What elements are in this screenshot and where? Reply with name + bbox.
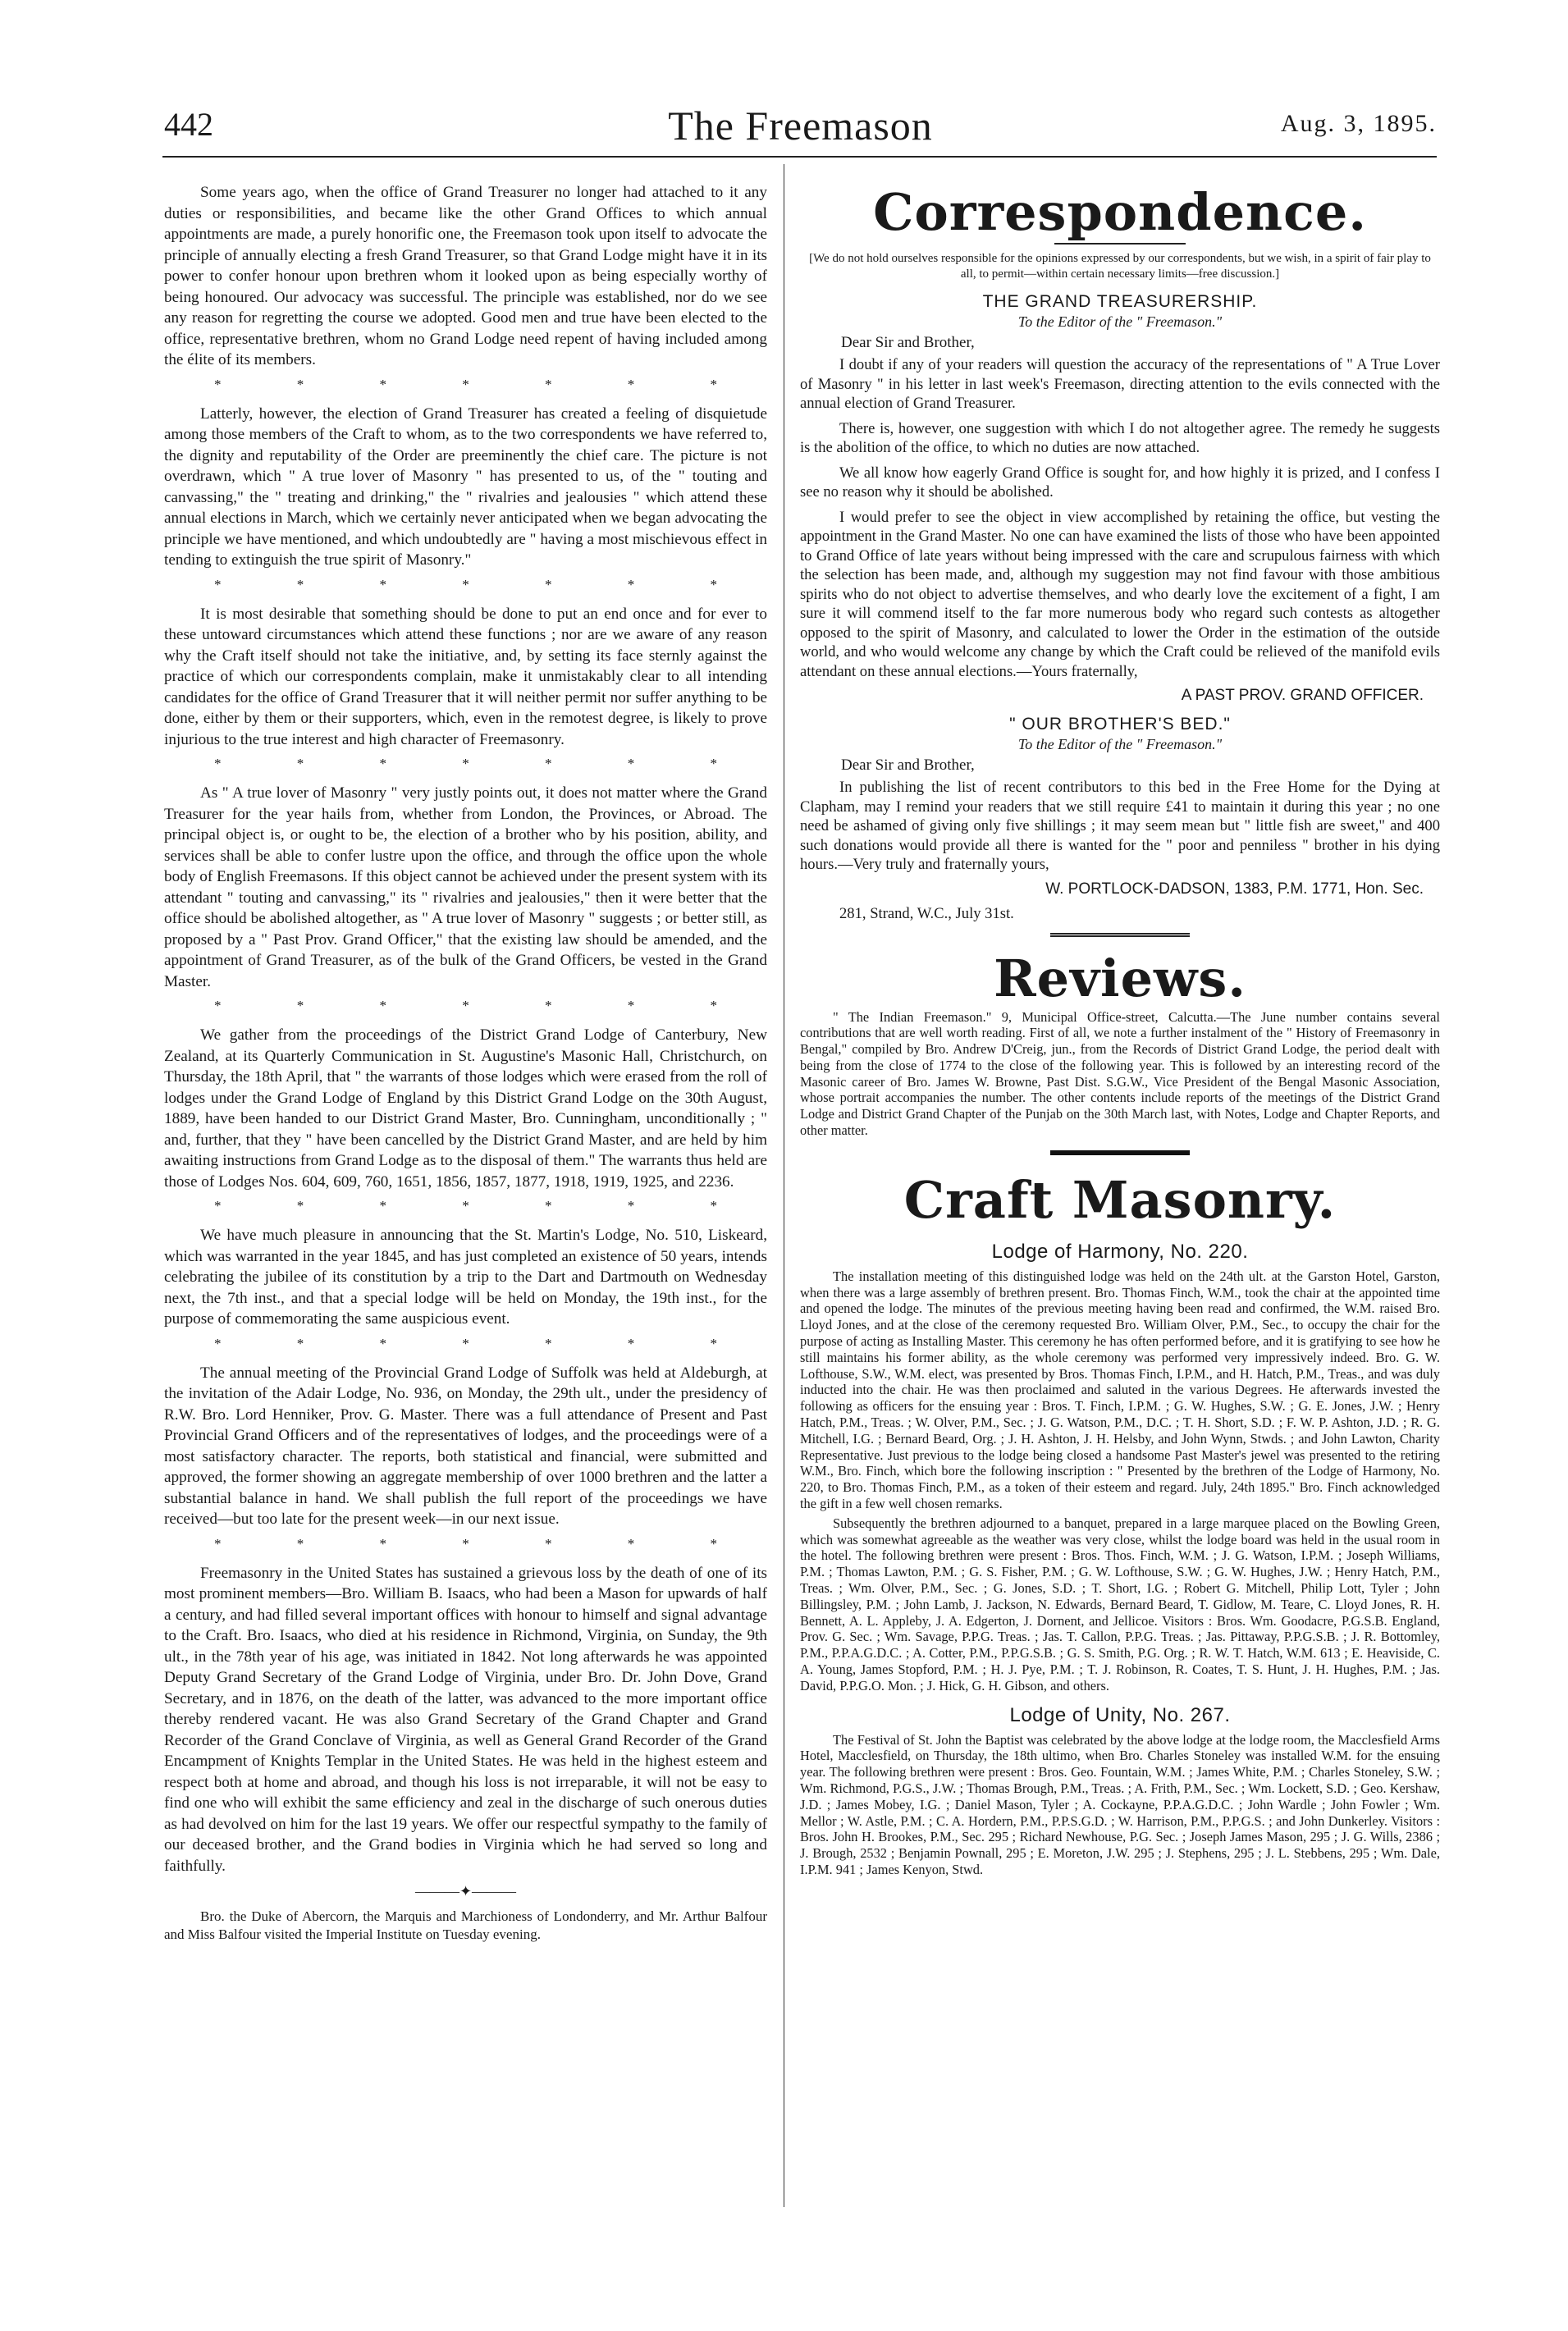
letter-addressee: To the Editor of the " Freemason."	[1017, 736, 1223, 752]
section-divider	[1050, 1150, 1190, 1155]
letter-salutation: Dear Sir and Brother,	[841, 756, 975, 774]
page-header	[164, 105, 1437, 154]
issue-date: Aug. 3, 1895.	[1280, 110, 1437, 137]
lodge-report-paragraph: The Festival of St. John the Baptist was celebrated by the above lodge at the lodge room, the Macclesfield Arms Hotel, Macclesfield, on Thursday, the 18th ultimo, when Bro. Charles Stoneley was installed W.M. for the ensuing year. The following brethren were present : Bros. Geo. Fountain, W.M. ; James White, P.M. ; Charles Stoneley, S.W. ; Wm. Richmond, P.G.S., J.W. ; Thomas Brough, P.M., Treas. ; A. Frith, P.M., Sec. ; Wm. Lockett, S.D. ; Geo. Kershaw, J.D. ; James Mobey, I.G. ; Daniel Mason, Tyler ; A. Cockayne, P.P.A.G.D.C. ; John Wardle ; John Fowler ; Wm. Mellor ; W. Astle, P.M. ; C. A. Hordern, P.M., P.P.S.G.D. ; W. Harrison, P.M., P.P.G.S. ; and John Dunkerley. Visitors : Bros. John H. Brookes, P.M., Sec. 295 ; Richard Newhouse, P.G. Sec. ; Joseph James Mason, 295 ; J. G. Wills, 2386 ; J. Brough, 2532 ; Benjamin Pownall, 295 ; E. Moreton, J.W. 295 ; J. Stephens, 295 ; J. L. Stebbens, 295 ; Wm. Dale, I.P.M. 941 ; James Kenyon, Stwd.	[800, 1731, 1440, 1877]
letter-paragraph: We all know how eagerly Grand Office is sought for, and how highly it is prized, and I confess I see no reason why it should be abolished.	[800, 464, 1440, 500]
section-divider	[1050, 933, 1190, 937]
section-stars: * * * * * * *	[214, 1198, 753, 1213]
letter-addressee: To the Editor of the " Freemason."	[1017, 313, 1223, 330]
section-stars: * * * * * * *	[214, 1535, 753, 1552]
reviews-section	[800, 948, 1440, 1139]
section-stars: * * * * * * *	[214, 1335, 753, 1351]
fleuron-divider: ———✦———	[414, 1883, 517, 1899]
editorial-column	[164, 182, 767, 2192]
review-paragraph: " The Indian Freemason." 9, Municipal Office-street, Calcutta.—The June number contains several contributions that are well worth reading. First of all, we note a further instalment of the " History of Freemasonry in Bengal," compiled by Bro. Andrew D'Creig, jun., from the Records of District Grand Lodge, the period dealt with being from the close of 1774 to the close of the following year. This is followed by an interesting record of the Masonic career of Bro. James W. Browne, Past Dist. S.G.W., Vice President of the Bengal Masonic Association, whose portrait accompanies the number. The other contents include reports of the meetings of the District Grand Lodge and District Grand Chapter of the Punjab on the 30th March last, with Notes, Lodge and Chapter Reports, and other matter.	[800, 1008, 1440, 1139]
editorial-paragraph: It is most desirable that something should be done to put an end once and for ever to these untoward circumstances which attend these functions ; nor are we aware of any reason why the Craft itself should not take the initiative, and, by setting its face sternly against the practice of which our correspondents complain, make it unmistakably clear to all intending candidates for the office of Grand Treasurer that it will neither permit nor suffer anything to be done, either by them or their supporters, which, even in the remotest degree, is likely to prove injurious to the true interest and high character of Freemasonry.	[164, 605, 767, 748]
editorial-paragraph: We gather from the proceedings of the District Grand Lodge of Canterbury, New Zealand, at its Quarterly Communication in St. Augustine's Masonic Hall, Christchurch, on Thursday, the 18th April, that " the warrants of those lodges which were erased from the roll of lodges under the Grand Lodge of England by this District Grand Lodge on the 30th August, 1889, have been handed to our District Grand Master, Bro. Cunningham, unconditionally ; " and, further, that they " have been cancelled by the District Grand Master, and are held by him awaiting instructions from Grand Lodge as to the disposal of them." The warrants thus held are those of Lodges Nos. 604, 609, 760, 1651, 1856, 1857, 1877, 1918, 1919, 1925, and 2236.	[164, 1026, 767, 1191]
lodge-report-paragraph: Subsequently the brethren adjourned to a banquet, prepared in a large marquee placed on the Bowling Green, which was somewhat agreeable as the weather was very close, whilst the lodge board was held in the usual room in the hotel. The following brethren were present : Bros. Thos. Finch, W.M. ; J. G. Watson, I.P.M. ; Joseph Williams, P.M. ; Thomas Lawton, P.M. ; G. S. Fisher, P.M. ; G. W. Lofthouse, S.W. ; G. W. Hughes, J.W. ; Henry Hatch, P.M., Treas. ; Wm. Olver, P.M., Sec. ; G. Jones, S.D. ; T. Short, I.G. ; Robert G. Mitchell, Philip Lott, Tyler ; John Billingsley, P.M. ; John Lamb, J. Jackson, N. Edwards, Bernard Beard, T. Gidlow, M. Teare, C. Lloyd Jones, R. H. Bennett, A. L. Appleby, J. A. Edgerton, J. Dornent, and Jellicoe. Visitors : Bros. Wm. Goodacre, P.G.S.B. England, Prov. G. Sec. ; Wm. Savage, P.P.G. Treas. ; Jas. T. Callon, P.P.G. Treas. ; Jas. Pittaway, P.P.G.S.B. ; J. R. Bottomley, P.M., P.P.A.G.D.C. ; A. Cotter, P.M., P.P.G.S.B. ; G. S. Smith, P.G. Org. ; R. W. T. Hatch, W.M. 613 ; E. Heaviside, C. A. Young, James Stopford, P.M. ; H. J. Pye, P.M. ; T. J. Robinson, R. Coates, T. S. Hunt, J. H. Hughes, P.M. ; Jas. David, P.P.G.O. Mon. ; J. Hick, G. H. Gibson, and others.	[800, 1515, 1440, 1693]
letter-paragraph: I doubt if any of your readers will question the accuracy of the representations of " A True Lover of Masonry " in his letter in last week's Freemason, directing attention to the evils connected with the annual election of Grand Treasurer.	[800, 356, 1440, 412]
section-stars: * * * * * * *	[214, 376, 753, 392]
page-number: 442	[164, 106, 213, 143]
letter-address: 281, Strand, W.C., July 31st.	[839, 904, 1014, 922]
reviews-title: Reviews.	[994, 948, 1246, 1008]
right-column	[800, 182, 1440, 2250]
letter-heading: THE GRAND TREASURERSHIP.	[982, 292, 1258, 311]
editorial-paragraph: We have much pleasure in announcing that the St. Martin's Lodge, No. 510, Liskeard, which was warranted in the year 1845, and has just completed an existence of 50 years, intends celebrating the jubilee of its constitution by a trip to the Dart and Dartmouth on Wednesday next, the 7th inst., and that a special lodge will be held on Monday, the 19th inst., for the purpose of commemorating the same auspicious event.	[164, 1227, 767, 1328]
craft-masonry-title: Craft Masonry.	[903, 1169, 1337, 1230]
section-stars: * * * * * * *	[214, 998, 753, 1013]
editorial-note: [We do not hold ourselves responsible for the opinions expressed by our correspondents, but we wish, in a spirit of fair play to all, to permit—within certain necessary limits—free discussion.]	[809, 252, 1431, 281]
section-stars: * * * * * * *	[214, 756, 753, 771]
letter-paragraph: I would prefer to see the object in view accomplished by retaining the office, but vesting the appointment in the Grand Master. No one can have examined the lists of those who have been appointed to Grand Office of late years without being impressed with the care and scrupulous fairness with which the selection has been made, and, although my suggestion may not find favour with those ambitious spirits who do not object to advertise themselves, and who dearly love the excitement of a fight, I am sure it will commend itself to the far more numerous body who regard such contests as altogether opposed to the spirit of Masonry, and calculated to lower the Order in the estimation of the outside world, and who would welcome any change by which the Craft could be relieved of the manifold evils attendant on these annual elections.—Yours fraternally,	[800, 508, 1440, 680]
editorial-paragraph: Freemasonry in the United States has sustained a grievous loss by the death of one of its most prominent members—Bro. William B. Isaacs, who had been a Mason for upwards of half a century, and had filled several important offices with honour to himself and signal advantage to the Craft. Bro. Isaacs, who died at his residence in Richmond, Virginia, on Sunday, the 9th ult., in the 78th year of his age, was initiated in 1842. Not long afterwards he was appointed Deputy Grand Secretary of the Grand Lodge of Virginia, under Bro. Dr. John Dove, Grand Secretary, and in 1876, on the death of the latter, was advanced to the more important office thereby rendered vacant. He was also Grand Secretary of the Grand Chapter and Grand Recorder of the Grand Conclave of Virginia, as well as General Grand Recorder of the Grand Encampment of Knights Templar in the United States. He was held in the highest esteem and respect both at home and abroad, and though his loss is not irreparable, it will not be easy to find one who will exhibit the same efficiency and zeal in the discharge of such onerous duties as had devolved on him for the last 19 years. We offer our respectful sympathy to the family of our deceased brother, and the Grand bodies in Virginia which he had served so long and faithfully.	[164, 1564, 767, 1875]
lodge-report-paragraph: The installation meeting of this distinguished lodge was held on the 24th ult. at the Garston Hotel, Garston, when there was a large assembly of brethren present. Bro. Thomas Finch, W.M., took the chair at the appointed time and opened the lodge. The minutes of the previous meeting having been read and confirmed, the W.M. raised Bro. Lloyd Jones, and at the close of the ceremony requested Bro. William Olver, P.M., Sec., to occupy the chair for the purpose of acting as Installing Master. This ceremony he has often performed before, and it is gratifying to see how he still maintains his former ability, as the whole ceremony was performed very impressively indeed. Bro. G. W. Lofthouse, S.W., W.M. elect, was presented by Bros. Thomas Finch, I.P.M., and H. Hatch, P.M., Treas., and was duly inducted into the chair. He was then proclaimed and saluted in the various Degrees. He afterwards invested the following as officers for the ensuing year : Bros. T. Finch, I.P.M. ; G. W. Hughes, S.W. ; G. E. Jones, J.W. ; Henry Hatch, P.M., Treas. ; W. Olver, P.M., Sec. ; J. G. Watson, P.M., D.C. ; T. H. Short, S.D. ; F. W. P. Ashton, J.D. ; R. G. Mitchell, I.G. ; Bernard Beard, Org. ; J. H. Ashton, J. H. Helsby, and John Wynn, Stwds. ; and John Lawton, Charity Representative. Just previous to the lodge being closed a handsome Past Master's jewel was presented to the retiring W.M., Bro. Finch, which bore the following inscription : " Presented by the brethren of the Lodge of Harmony, No. 220, to Bro. Thomas Finch, P.M., as a token of their esteem and regard. July, 24th 1895." Bro. Finch acknowledged the gift in a few well chosen remarks.	[800, 1268, 1440, 1512]
lodge-heading: Lodge of Harmony, No. 220.	[991, 1240, 1249, 1263]
editorial-paragraph: As " A true lover of Masonry " very justly points out, it does not matter where the Grand Treasurer for the year hails from, whether from London, the Provinces, or Abroad. The principal object is, or ought to be, the election of a brother who by his position, ability, and services shall be able to confer lustre upon the office, and through the office upon the whole body of English Freemasons. If this object cannot be achieved under the present system with its attendant " touting and canvassing," its " rivalries and jealousies," then it were better that the office should be abolished altogether, as " A true lover of Masonry " suggests ; or better still, as proposed by a " Past Prov. Grand Officer," that the existing law should be amended, and the appointment of Grand Treasurer, as of the bulk of the Grand Officers, be vested in the Grand Master.	[164, 784, 767, 990]
header-rule	[162, 156, 1437, 158]
correspondence-title: Correspondence.	[873, 182, 1367, 242]
letter-heading: " OUR BROTHER'S BED."	[1009, 715, 1231, 734]
editorial-paragraph: The annual meeting of the Provincial Grand Lodge of Suffolk was held at Aldeburgh, at the invitation of the Adair Lodge, No. 936, on Monday, the 29th ult., under the presidency of R.W. Bro. Lord Henniker, Prov. G. Master. There was a full attendance of Present and Past Provincial Grand Officers and of the representatives of lodges, and the proceedings were of a most satisfactory character. The reports, both statistical and financial, were submitted and approved, the former showing an aggregate membership of over 1000 brethren and the latter a substantial balance in hand. We shall publish the full report of the proceedings we have received—but too late for the present week—in our next issue.	[164, 1364, 767, 1528]
section-stars: * * * * * * *	[214, 576, 753, 592]
lodge-heading: Lodge of Unity, No. 267.	[1009, 1703, 1231, 1726]
letter-salutation: Dear Sir and Brother,	[841, 334, 975, 351]
craft-masonry-section	[800, 1170, 1440, 1878]
masthead-title: The Freemason	[668, 103, 933, 149]
editorial-paragraph: Some years ago, when the office of Grand Treasurer no longer had attached to it any duties or responsibilities, and became like the other Grand Offices to which annual appointments are made, a purely honorific one, the Freemason took upon itself to advocate the principle of annually electing a fresh Grand Treasurer, so that Grand Lodge might have it in its power to confer honour upon brethren whom it looked upon as being especially worthy of being honoured. Our advocacy was successful. The principle was established, nor do we see any reason for regretting the course we adopted. Good men and true have been elected to the office, representative brethren, whom no Grand Lodge need repent of having included among the élite of its members.	[164, 184, 767, 368]
editorial-paragraph: Bro. the Duke of Abercorn, the Marquis and Marchioness of Londonderry, and Mr. Arthur Balfour and Miss Balfour visited the Imperial Institute on Tuesday evening.	[164, 1908, 767, 1942]
correspondence-section	[800, 182, 1440, 923]
editorial-paragraph: Latterly, however, the election of Grand Treasurer has created a feeling of disquietude among those members of the Craft to whom, as to the two correspondents we have referred to, the dignity and reputability of the Order are preeminently the chief care. The picture is not overdrawn, which " A true lover of Masonry " has presented to us, of the " touting and canvassing," the " treating and drinking," the " rivalries and jealousies " which attend these annual elections in March, which we certainly never anticipated when we began advocating the principle we have mentioned, and which undoubtedly are " having a most mischievous effect in tending to extinguish the true spirit of Masonry."	[164, 404, 767, 569]
letter-signature: A PAST PROV. GRAND OFFICER.	[1181, 687, 1424, 704]
letter-paragraph: There is, however, one suggestion with which I do not altogether agree. The remedy he suggests is the abolition of the office, to which no duties are now attached.	[800, 419, 1440, 456]
letter-signature: W. PORTLOCK-DADSON, 1383, P.M. 1771, Hon. Sec.	[1045, 880, 1424, 898]
title-rule	[1054, 243, 1186, 245]
letter-paragraph: In publishing the list of recent contributors to this bed in the Free Home for the Dying at Clapham, may I remind your readers that we still require £41 to maintain it during this year ; no one need be ashamed of giving only five shillings ; it may seem mean but " little fish are sweet," and 400 such donations would provide all there is wanted for the " poor and penniless " brother in his dying hours.—Very truly and fraternally yours,	[800, 779, 1440, 873]
